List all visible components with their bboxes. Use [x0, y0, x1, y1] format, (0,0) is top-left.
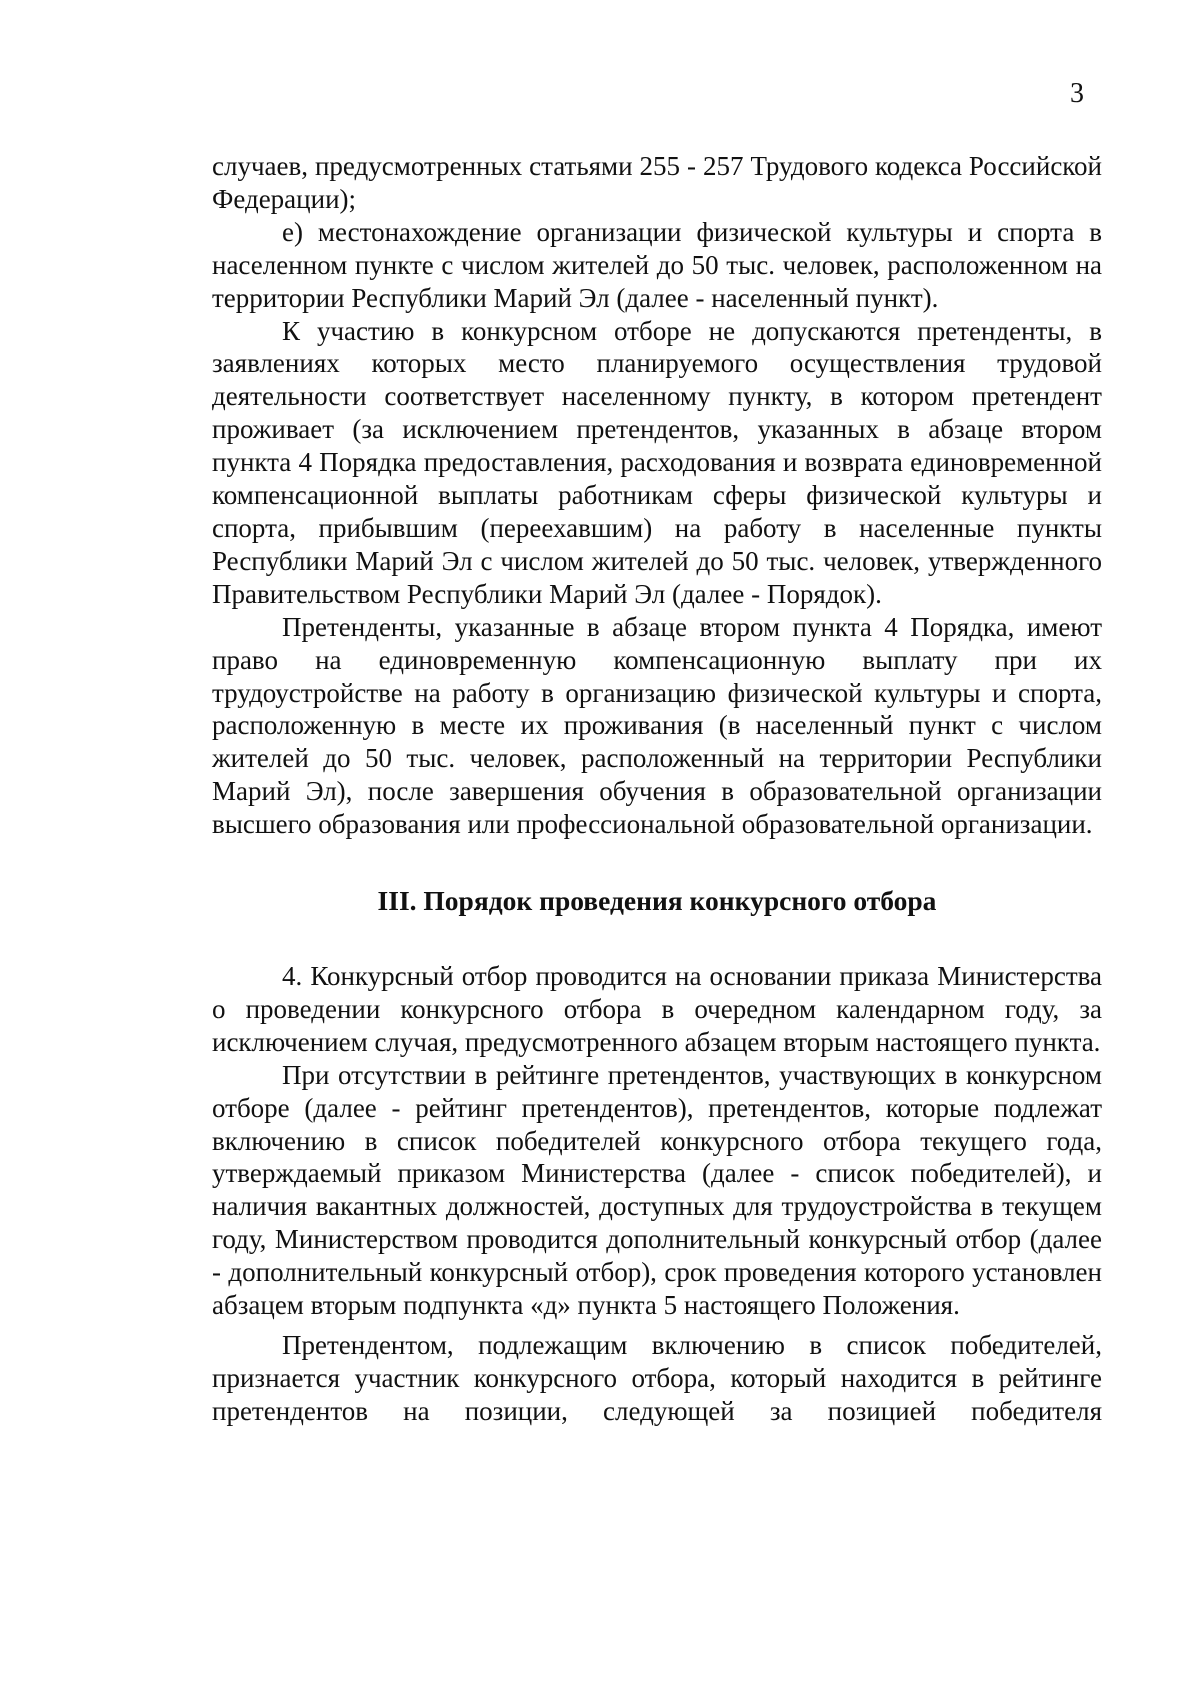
page-number: 3 — [1070, 78, 1084, 109]
document-body — [212, 150, 1102, 1428]
paragraph-additional-selection: При отсутствии в рейтинге претендентов, участвующих в конкурсном отборе (далее - рейтинг претендентов), претендентов, которые подлежат включению в список победителей конкурсного отбора текущего года, утверждаемый приказом Министерства (далее - список победителей), и наличия вакантных должностей, доступных для трудоустройства в текущем году, Министерством проводится дополнительный конкурсный отбор (далее - дополнительный конкурсный отбор), срок проведения которого установлен абзацем вторым подпункта «д» пункта 5 настоящего Положения. — [212, 1059, 1102, 1321]
section-heading: III. Порядок проведения конкурсного отбора — [377, 885, 937, 917]
paragraph-winner-list: Претендентом, подлежащим включению в список победителей, признается участник конкурсного отбора, который находится в рейтинге претендентов на позиции, следующей за позицией победителя — [212, 1330, 1102, 1426]
paragraph-point-4: 4. Конкурсный отбор проводится на основании приказа Министерства о проведении конкурсного отбора в очередном календарном году, за исключением случая, предусмотренного абзацем вторым настоящего пункта. — [212, 961, 1102, 1057]
paragraph-exclusion: К участию в конкурсном отборе не допускаются претенденты, в заявлениях которых место планируемого осуществления трудовой деятельности соответствует населенному пункту, в котором претендент проживает (за исключением претендентов, указанных в абзаце втором пункта 4 Порядка предоставления, расходования и возврата единовременной компенсационной выплаты работникам сферы физической культуры и спорта, прибывшим (переехавшим) на работу в населенные пункты Республики Марий Эл с числом жителей до 50 тыс. человек, утвержденного Правительством Республики Марий Эл (далее - Порядок). — [212, 315, 1102, 609]
paragraph-item-e: е) местонахождение организации физической культуры и спорта в населенном пункте с числом жителей до 50 тыс. человек, расположенном на территории Республики Марий Эл (далее - населенный пункт). — [212, 216, 1102, 313]
paragraph-continuation: случаев, предусмотренных статьями 255 - 257 Трудового кодекса Российской Федерации); — [212, 151, 1102, 214]
paragraph-claimants: Претенденты, указанные в абзаце втором пункта 4 Порядка, имеют право на единовременную компенсационную выплату при их трудоустройстве на работу в организацию физической культуры и спорта, расположенную в месте их проживания (в населенный пункт с числом жителей до 50 тыс. человек, расположенный на территории Республики Марий Эл), после завершения обучения в образовательной организации высшего образования или профессиональной образовательной организации. — [212, 611, 1102, 840]
